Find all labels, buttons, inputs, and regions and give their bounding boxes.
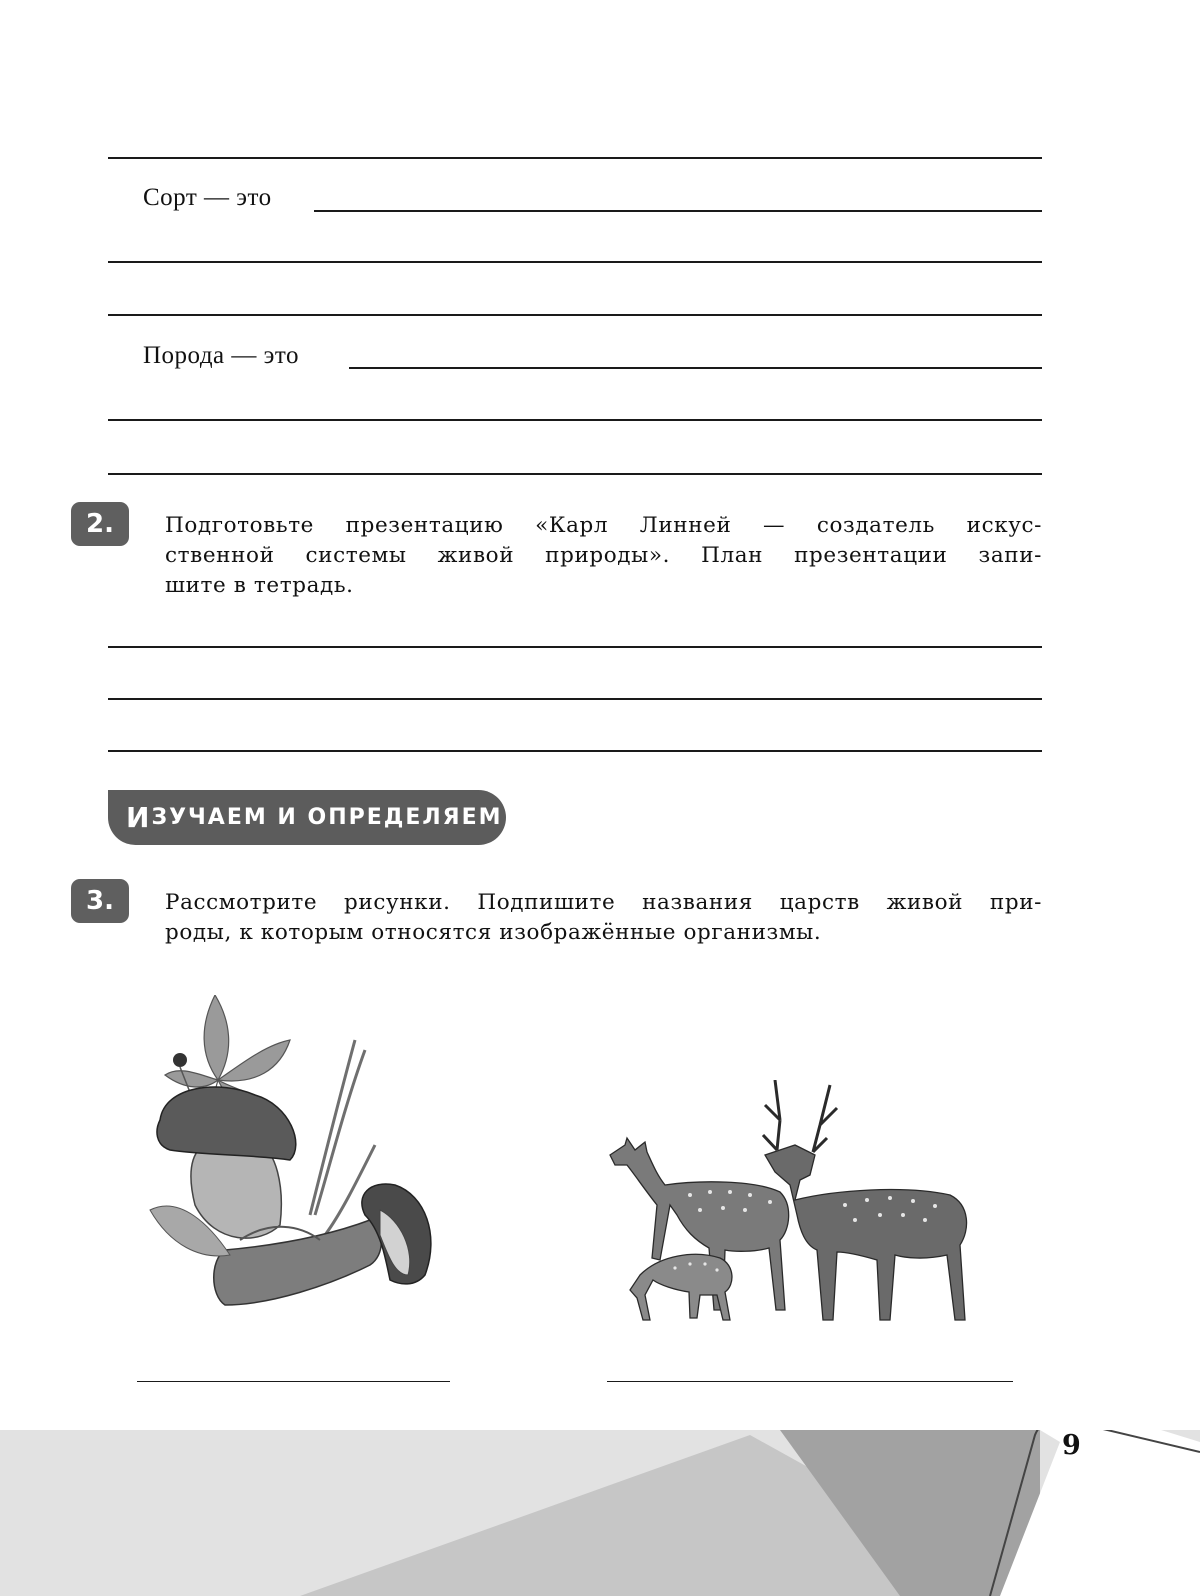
task-2-line: ственной системы живой природы». План презентации запи- [165, 543, 1042, 568]
mushroom-illustration [140, 995, 460, 1345]
task-2-text [165, 511, 1042, 601]
mushroom-icon [150, 1087, 431, 1305]
answer-line[interactable] [108, 314, 1042, 316]
task-3-text [165, 888, 1042, 948]
answer-line[interactable] [108, 157, 1042, 159]
stag-icon [763, 1080, 967, 1320]
task-2-number: 2. [71, 502, 129, 546]
task-3-number: 3. [71, 879, 129, 923]
sort-answer-line[interactable] [314, 210, 1042, 212]
task-2-line: Подготовьте презентацию «Карл Линней — создатель искус- [165, 513, 1042, 538]
answer-line[interactable] [108, 750, 1042, 752]
breed-label: Порода — это [143, 342, 299, 369]
sort-label: Сорт — это [143, 184, 272, 211]
section-banner [108, 790, 506, 845]
answer-line[interactable] [108, 473, 1042, 475]
page-number: 9 [1062, 1430, 1081, 1461]
deer-illustration [605, 1080, 1005, 1340]
answer-line[interactable] [108, 261, 1042, 263]
answer-line[interactable] [108, 698, 1042, 700]
task-2-line: шите в тетрадь. [165, 573, 354, 598]
task-3-line: роды, к которым относятся изображённые организмы. [165, 920, 822, 945]
task-3-line: Рассмотрите рисунки. Подпишите названия царств живой при- [165, 890, 1042, 915]
kingdom-answer-line-right[interactable] [607, 1381, 1013, 1382]
footer-decoration [0, 1430, 1200, 1596]
kingdom-answer-line-left[interactable] [137, 1381, 450, 1382]
answer-line[interactable] [108, 419, 1042, 421]
breed-answer-line[interactable] [349, 367, 1042, 369]
section-title-first: И [126, 801, 152, 834]
section-title-rest: ЗУЧАЕМ И ОПРЕДЕЛЯЕМ [151, 805, 503, 830]
answer-line[interactable] [108, 646, 1042, 648]
